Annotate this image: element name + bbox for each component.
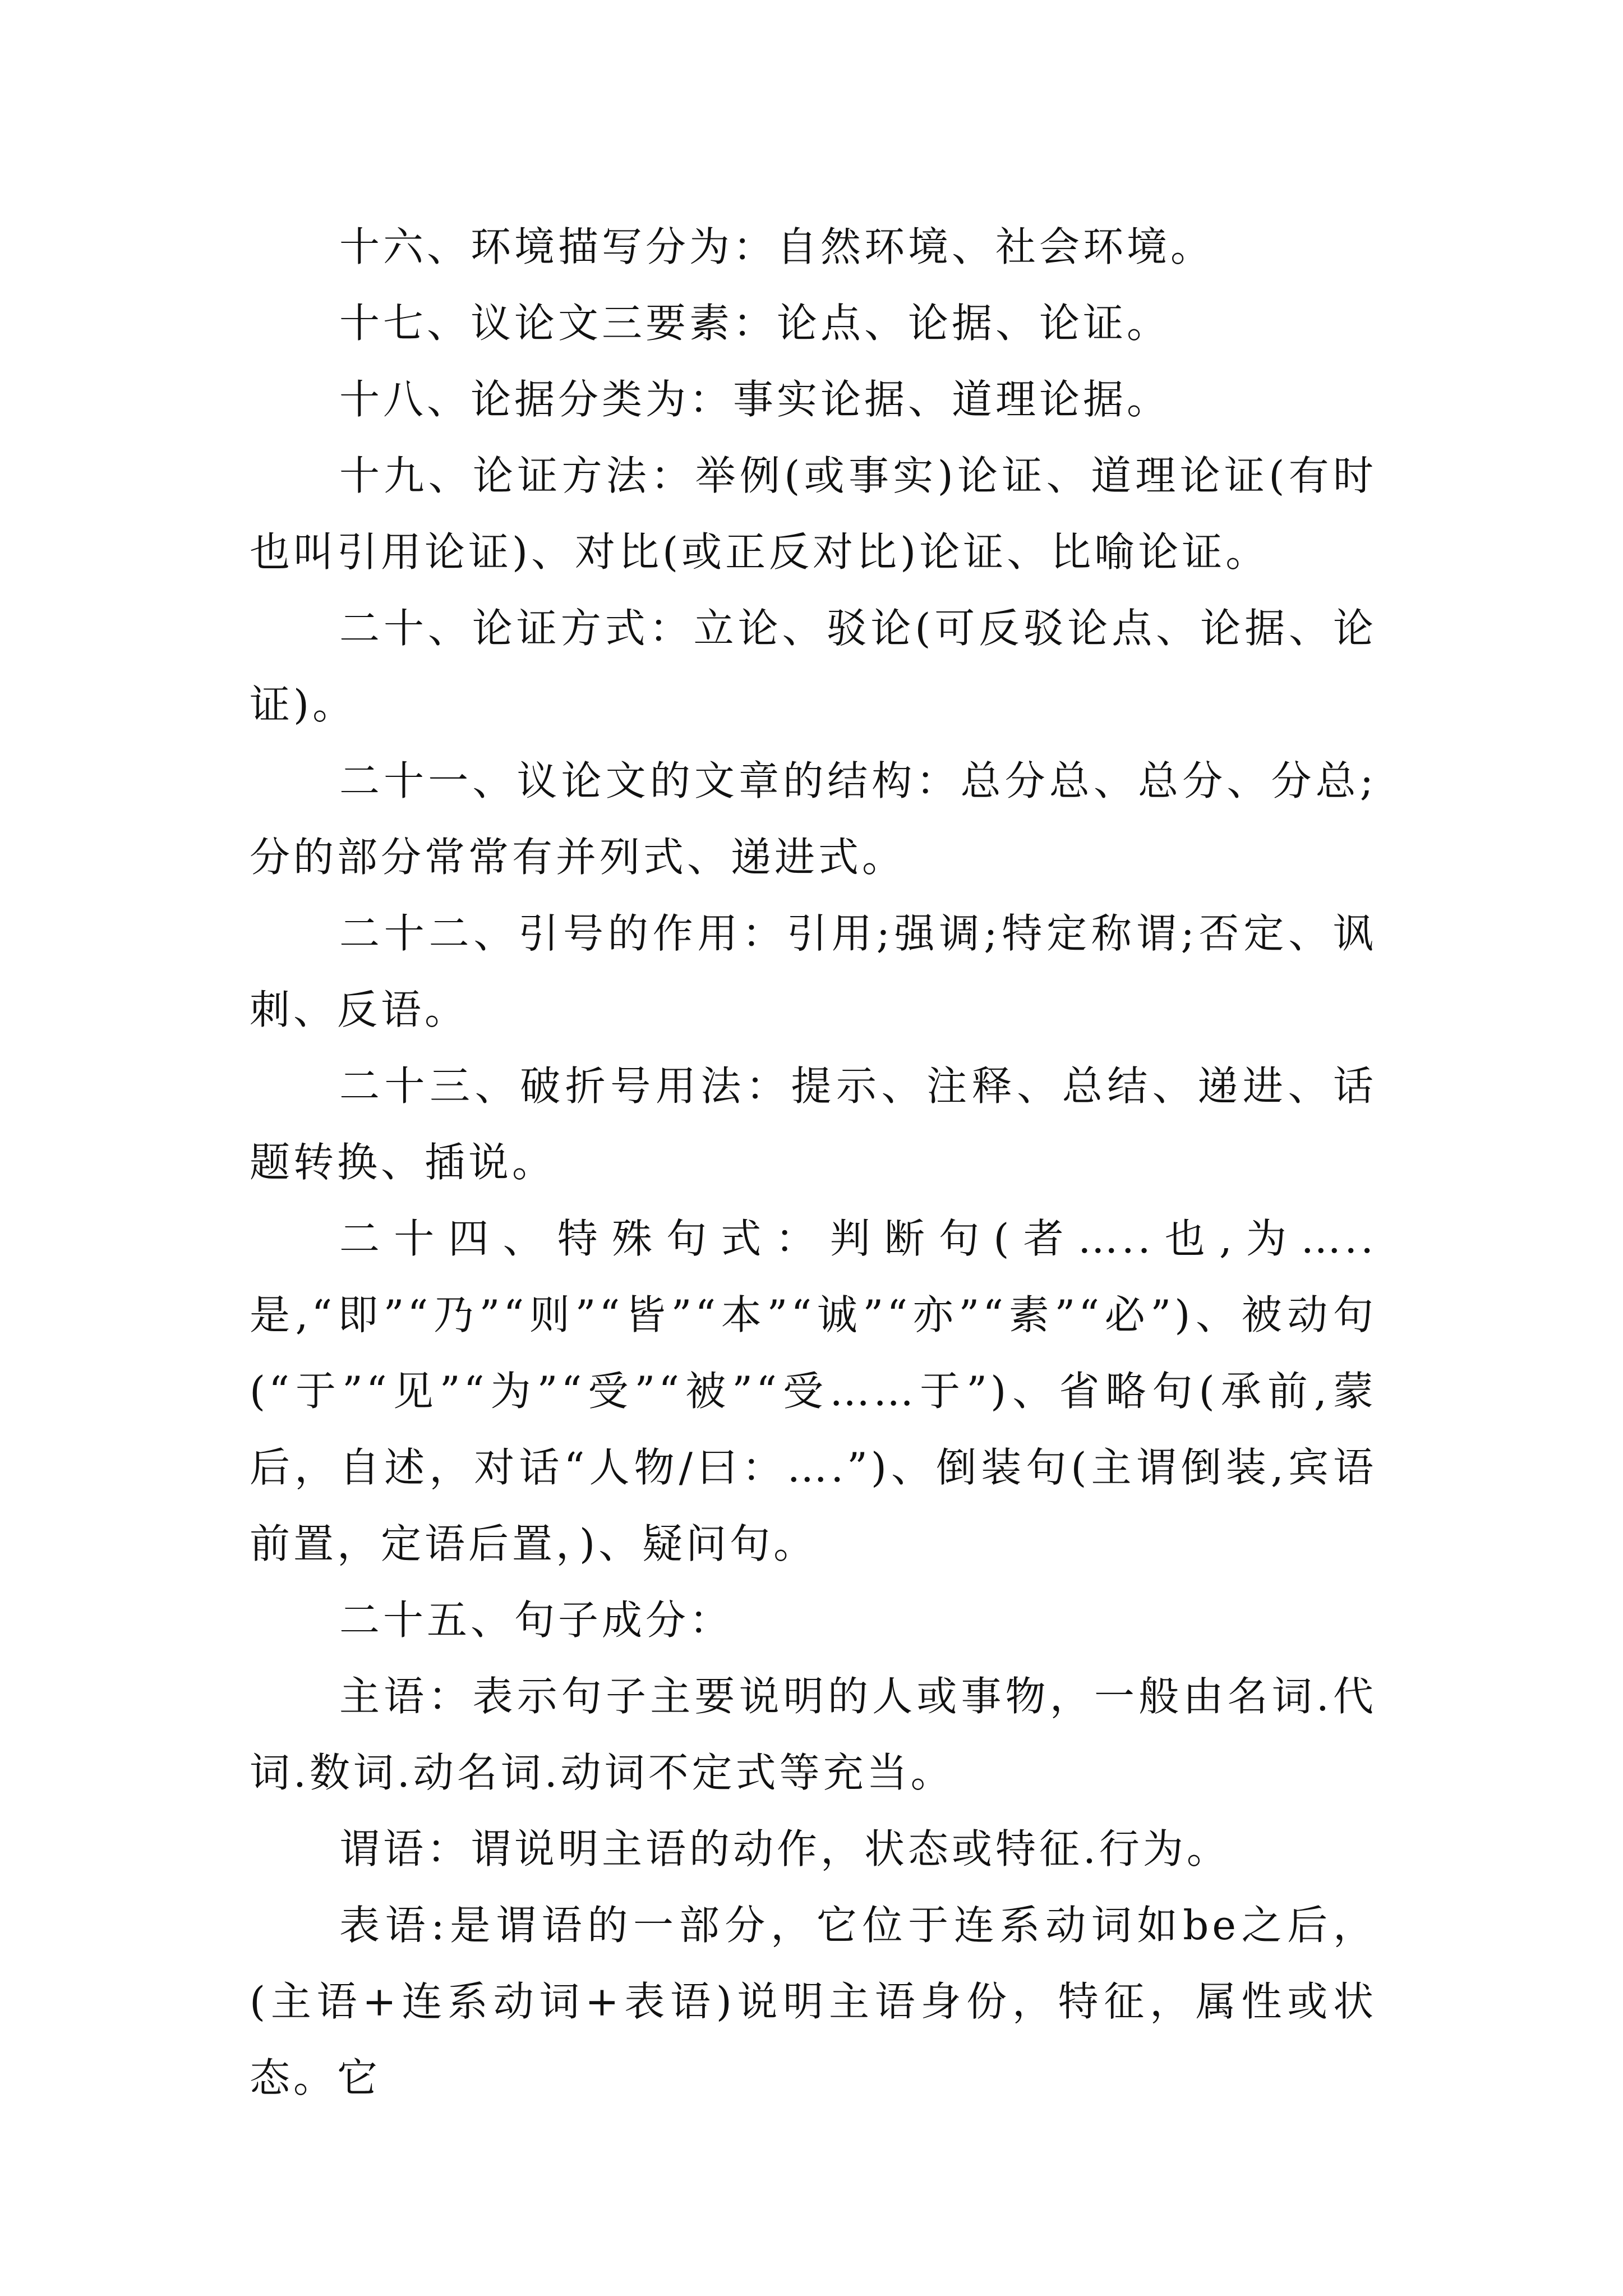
paragraph-argument-methods: 十九、论证方法：举例(或事实)论证、道理论证(有时也叫引用论证)、对比(或正反对比)论证、比喻论证。 — [250, 452, 1377, 576]
paragraph-evidence-types: 十八、论据分类为：事实论据、道理论据。 — [339, 376, 1171, 423]
paragraph-sentence-components: 二十五、句子成分： — [339, 1596, 734, 1644]
paragraph-argument-modes: 二十、论证方式：立论、驳论(可反驳论点、论据、论证)。 — [250, 605, 1377, 728]
paragraph-essay-structure: 二十一、议论文的文章的结构：总分总、总分、分总;分的部分常常有并列式、递进式。 — [250, 757, 1377, 881]
paragraph-quotation-marks: 二十二、引号的作用：引用;强调;特定称谓;否定、讽刺、反语。 — [250, 910, 1377, 1033]
paragraph-environment-description: 十六、环境描写分为：自然环境、社会环境。 — [339, 223, 1215, 270]
paragraph-special-sentences: 二十四、特殊句式：判断句(者…..也,为…..是,“即”“乃”“则”“皆”“本”“诚”“亦”“素”“必”)、被动句(“于”“见”“为”“受”“被”“受……于”)、省略句(承前,蒙后，自述，对话“人物/曰：….”)、倒装句(主谓倒装,宾语前置，定语后置，)、疑问句。 — [250, 1215, 1377, 1567]
paragraph-subject: 主语：表示句子主要说明的人或事物，一般由名词.代词.数词.动名词.动词不定式等充当。 — [250, 1673, 1377, 1796]
paragraph-predicative: 表语:是谓语的一部分，它位于连系动词如be之后，(主语+连系动词+表语)说明主语身份，特征，属性或状态。它 — [250, 1902, 1377, 2101]
paragraph-argument-elements: 十七、议论文三要素：论点、论据、论证。 — [339, 300, 1171, 347]
paragraph-dash-usage: 二十三、破折号用法：提示、注释、总结、递进、话题转换、插说。 — [250, 1062, 1377, 1186]
document-body — [250, 209, 1377, 2116]
paragraph-predicate: 谓语：谓说明主语的动作，状态或特征.行为。 — [339, 1825, 1230, 1872]
